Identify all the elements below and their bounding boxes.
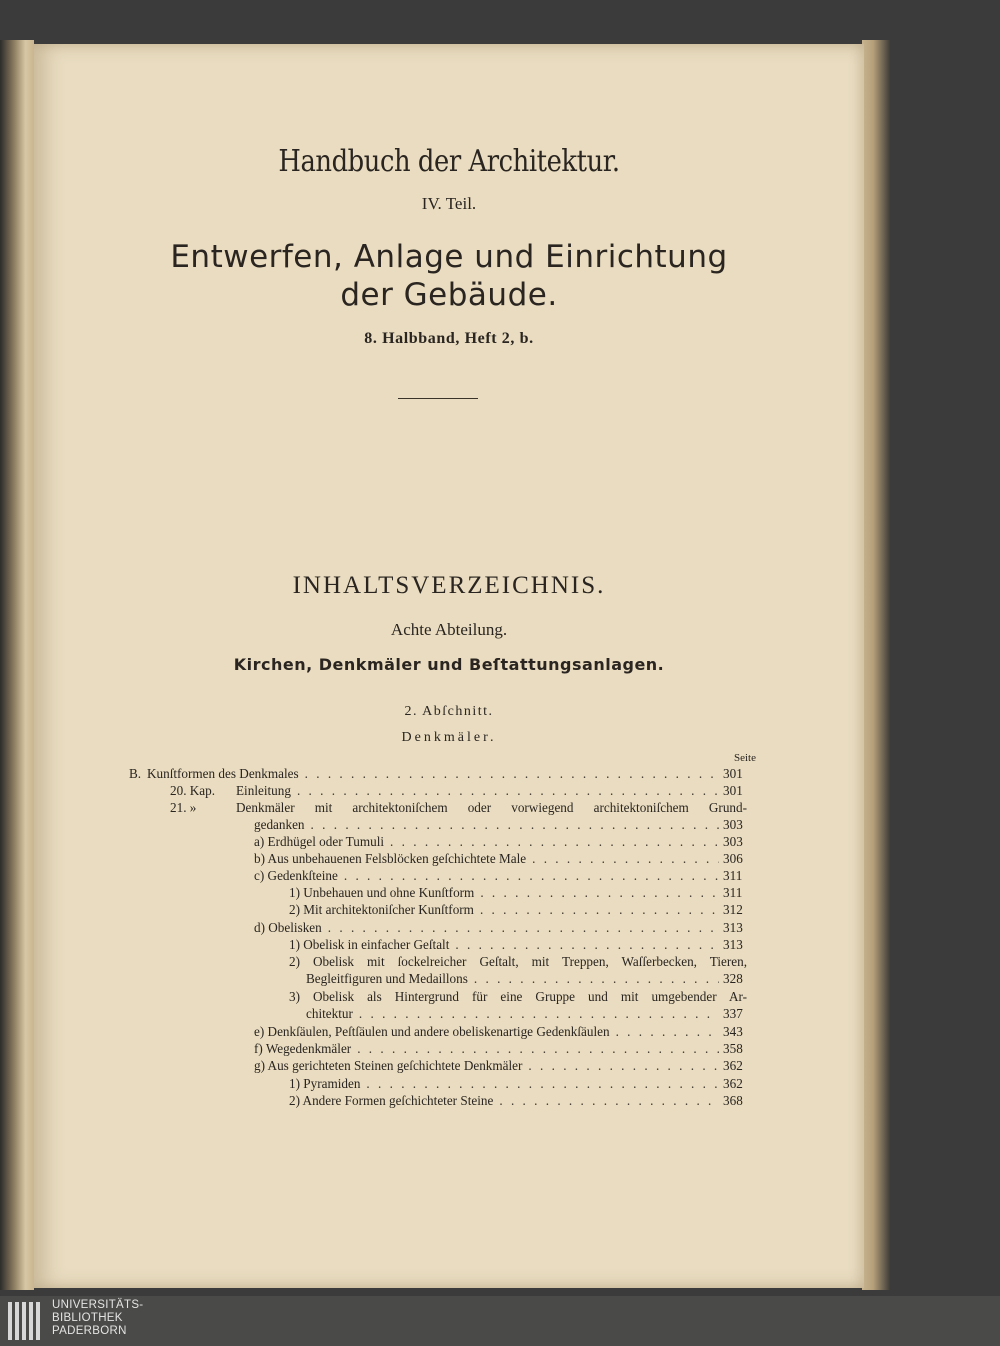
toc-leader-dots: [328, 919, 719, 936]
toc-leader-dots: [616, 1023, 719, 1040]
toc-leader-dots: [366, 1075, 719, 1092]
toc-page-number: 362: [723, 1076, 743, 1091]
main-title-line1: Entwerfen, Anlage und Einrichtung: [170, 239, 728, 275]
main-title: [34, 238, 864, 314]
toc-page-number: 303: [723, 834, 743, 849]
toc-leader-dots: [311, 816, 719, 833]
section-label: 2. Abſchnitt.: [404, 704, 494, 719]
toc-leader-dots: [359, 1005, 719, 1022]
toc-page-number: 301: [723, 766, 743, 781]
left-page-edge: [0, 40, 34, 1290]
toc-entry-label: Kunſtformen des Denkmales: [147, 766, 299, 781]
toc-page-number: 301: [723, 783, 743, 798]
toc-entry: [236, 782, 747, 799]
toc-page-number: 328: [723, 971, 743, 986]
toc-number: 20. Kap.: [170, 783, 216, 798]
toc-leader-dots: [455, 936, 719, 953]
toc-entry: [254, 833, 747, 850]
toc-entry-label: chitektur: [306, 1006, 353, 1021]
contents-title: INHALTSVERZEICHNIS.: [292, 572, 606, 599]
section-subject: Denkmäler.: [401, 730, 497, 745]
toc-entry: [289, 884, 747, 901]
toc-entry-label: gedanken: [254, 817, 305, 832]
toc-entry: [289, 1075, 747, 1092]
toc-page-number: 303: [723, 817, 743, 832]
toc-entry: [289, 953, 747, 970]
toc-page-number: 343: [723, 1024, 743, 1039]
toc-entry-label: 2) Obelisk mit ſockelreicher Geſtalt, mit Treppen, Waſſerbecken, Tieren,: [289, 954, 747, 969]
toc-entry-label: b) Aus unbehauenen Felsblöcken geſchichtete Male: [254, 851, 527, 866]
toc-page-number: 312: [723, 902, 743, 917]
series-title: Handbuch der Architektur.: [278, 144, 620, 179]
toc-page-number: 313: [723, 920, 743, 935]
toc-entry-label: e) Denkſäulen, Peſtſäulen und andere obeliskenartige Gedenkſäulen: [254, 1024, 610, 1039]
toc-entry-label: 1) Obelisk in einfacher Geſtalt: [289, 937, 450, 952]
toc-entry: [254, 1023, 747, 1040]
toc-entry-label: d) Obelisken: [254, 920, 322, 935]
division-label: Achte Abteilung.: [390, 620, 508, 639]
toc-entry-label: a) Erdhügel oder Tumuli: [254, 834, 385, 849]
toc-entry: [147, 765, 747, 782]
toc-entry: [306, 970, 747, 987]
main-title-line2: der Gebäude.: [340, 277, 558, 313]
toc-entry-label: g) Aus gerichteten Steinen geſchichtete Denkmäler: [254, 1058, 523, 1073]
toc-entry-label: c) Gedenkſteine: [254, 868, 338, 883]
toc-entry: [289, 901, 747, 918]
toc-entry-label: 2) Andere Formen geſchichteter Steine: [289, 1093, 494, 1108]
toc-entry: [254, 816, 747, 833]
book-page: [34, 44, 864, 1288]
toc-leader-dots: [480, 884, 719, 901]
part-label: IV. Teil.: [421, 194, 477, 213]
toc-entry: [289, 1092, 747, 1109]
toc-page-number: 337: [723, 1006, 743, 1021]
toc-leader-dots: [532, 850, 719, 867]
toc-leader-dots: [474, 970, 719, 987]
toc-page-number: 313: [723, 937, 743, 952]
toc-entry: [254, 919, 747, 936]
toc-number: B.: [129, 766, 142, 781]
toc-leader-dots: [357, 1040, 719, 1057]
page-column-label: Seite: [734, 752, 756, 764]
library-footer: [0, 1296, 1000, 1346]
toc-entry-label: 3) Obelisk als Hintergrund für eine Gruppe und mit umgebender Ar-: [289, 989, 747, 1004]
divider-rule: [398, 398, 478, 399]
toc-leader-dots: [499, 1092, 719, 1109]
toc-page-number: 311: [723, 885, 743, 900]
toc-entry: [254, 1057, 747, 1074]
toc-entry-label: Denkmäler mit architektoniſchem oder vorwiegend architektoniſchem Grund-: [236, 800, 747, 815]
toc-entry-label: Einleitung: [236, 783, 291, 798]
toc-leader-dots: [390, 833, 719, 850]
library-logo-text: UNIVERSITÄTS- BIBLIOTHEK PADERBORN: [52, 1299, 144, 1337]
division-subject: Kirchen, Denkmäler und Beſtattungsanlagen.: [233, 655, 665, 674]
toc-entry: [254, 1040, 747, 1057]
toc-entry: [254, 850, 747, 867]
toc-entry-label: 1) Unbehauen und ohne Kunſtform: [289, 885, 475, 900]
toc-leader-dots: [480, 901, 719, 918]
toc-leader-dots: [528, 1057, 719, 1074]
library-logo-icon: [8, 1302, 46, 1340]
toc-page-number: 306: [723, 851, 743, 866]
volume-label: 8. Halbband, Heft 2, b.: [364, 330, 534, 347]
toc-entry: [306, 1005, 747, 1022]
toc-page-number: 362: [723, 1058, 743, 1073]
toc-entry: [254, 867, 747, 884]
toc-page-number: 368: [723, 1093, 743, 1108]
toc-leader-dots: [344, 867, 719, 884]
toc-entry-label: f) Wegedenkmäler: [254, 1041, 352, 1056]
toc-leader-dots: [297, 782, 719, 799]
toc-entry: [236, 799, 747, 816]
toc-page-number: 311: [723, 868, 743, 883]
toc-page-number: 358: [723, 1041, 743, 1056]
toc-entry-label: 1) Pyramiden: [289, 1076, 361, 1091]
toc-entry-label: 2) Mit architektoniſcher Kunſtform: [289, 902, 474, 917]
right-page-edge: [862, 40, 890, 1290]
toc-leader-dots: [305, 765, 719, 782]
toc-entry: [289, 988, 747, 1005]
toc-entry-label: Begleitfiguren und Medaillons: [306, 971, 468, 986]
toc-number: 21. »: [170, 800, 197, 815]
toc-entry: [289, 936, 747, 953]
